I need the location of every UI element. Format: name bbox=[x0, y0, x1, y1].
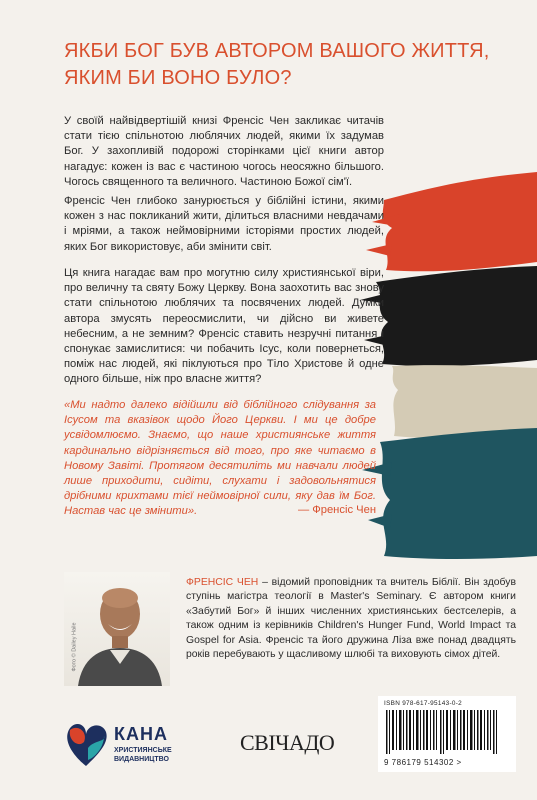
author-bio-text: – відомий проповідник та вчитель Біблії. Він здобув ступінь магістра теології в Master's Seminary. Є автором книги «Забутий Бог» й інших численних християнських бестселерів, а також одним із керівників Children's Hunger Fund, World Impact та Gospel for Asia. Френсіс та його дружина Ліза вже понад двадцять років перебувають у щасливому шлюбі та виховують сімох дітей. bbox=[186, 577, 516, 661]
isbn-text: ISBN 978-617-95143-0-2 bbox=[384, 700, 463, 707]
kana-heart-icon bbox=[64, 718, 110, 772]
description-paragraph-1: У своїй найвідвертішій книзі Френсіс Чен закликає читачів стати тією спільнотою люблячих людей, якими їх задумав Бог. У захопливій подорожі сторінками цієї книги автор нагадує: кожен із вас є частиною чогось неосяжно більшого. Чогось священного та величного. Частиною Божої сім'ї. bbox=[64, 115, 384, 188]
description-paragraph-3: Ця книга нагадає вам про могутню силу християнської віри, про величну та святу Божу Церкву. Вона заохотить вас знову стати спільнотою люблячих та посвячених людей. Думки автора змусять переосмислити, чи дійсно ви живете небесним, а не земним? Френсіс ставить незручні питання і спонукає замислитися: чи побачить Ісус, коли повернеться, поміж нас людей, які піклуються про Тіло Христове й одне одного більше, ніж про власне життя? bbox=[64, 267, 384, 386]
author-quote: «Ми надто далеко відійшли від біблійного слідування за Ісусом та вказівок щодо Його Церкви. І ми це добре усвідомлюємо. Знаємо, що наше християнське життя кардинально відрізняється від того, про яке читаємо в Новому Завіті. Протягом десятиліть ми навчали людей лише приходити, сидіти, слухати і задовольнятися дрібними крихтами тієї неймовірної сили, яку дав їм Бог. Настав час це змінити». bbox=[64, 399, 376, 518]
page-heading bbox=[64, 38, 504, 92]
svichado-publisher-logo bbox=[240, 724, 335, 764]
author-portrait-illustration bbox=[64, 572, 170, 686]
teal-brush-stroke bbox=[362, 428, 537, 559]
kana-subtitle-2: ВИДАВНИЦТВО bbox=[114, 756, 169, 763]
beige-brush-stroke bbox=[392, 365, 537, 439]
kana-subtitle-1: ХРИСТИЯНСЬКЕ bbox=[114, 747, 172, 754]
photo-credit: Фото © Dailey Haile bbox=[71, 622, 78, 672]
author-bio bbox=[186, 576, 516, 662]
svichado-name: СВІЧАДО bbox=[240, 730, 335, 755]
author-name: ФРЕНСІС ЧЕН bbox=[186, 577, 259, 588]
heading-line-2: ЯКИМ БИ ВОНО БУЛО? bbox=[64, 67, 292, 89]
barcode-number: 9 786179 514302 > bbox=[384, 758, 462, 767]
kana-name: КАНА bbox=[114, 724, 168, 744]
kana-publisher-logo bbox=[64, 718, 194, 778]
author-photo bbox=[64, 572, 170, 686]
black-brush-stroke bbox=[360, 266, 537, 366]
red-brush-stroke bbox=[366, 172, 537, 271]
quote-author: — Френсіс Чен bbox=[297, 504, 376, 516]
description-paragraph-2: Френсіс Чен глибоко занурюється у біблійні істини, якими кожен з нас покликаний жити, ділиться власними невдачами і мріями, а також неймовірними історіями простих людей, яких Бог використовує, аби змінити світ. bbox=[64, 195, 384, 253]
heading-line-1: ЯКБИ БОГ БУВ АВТОРОМ ВАШОГО ЖИТТЯ, bbox=[64, 40, 490, 62]
